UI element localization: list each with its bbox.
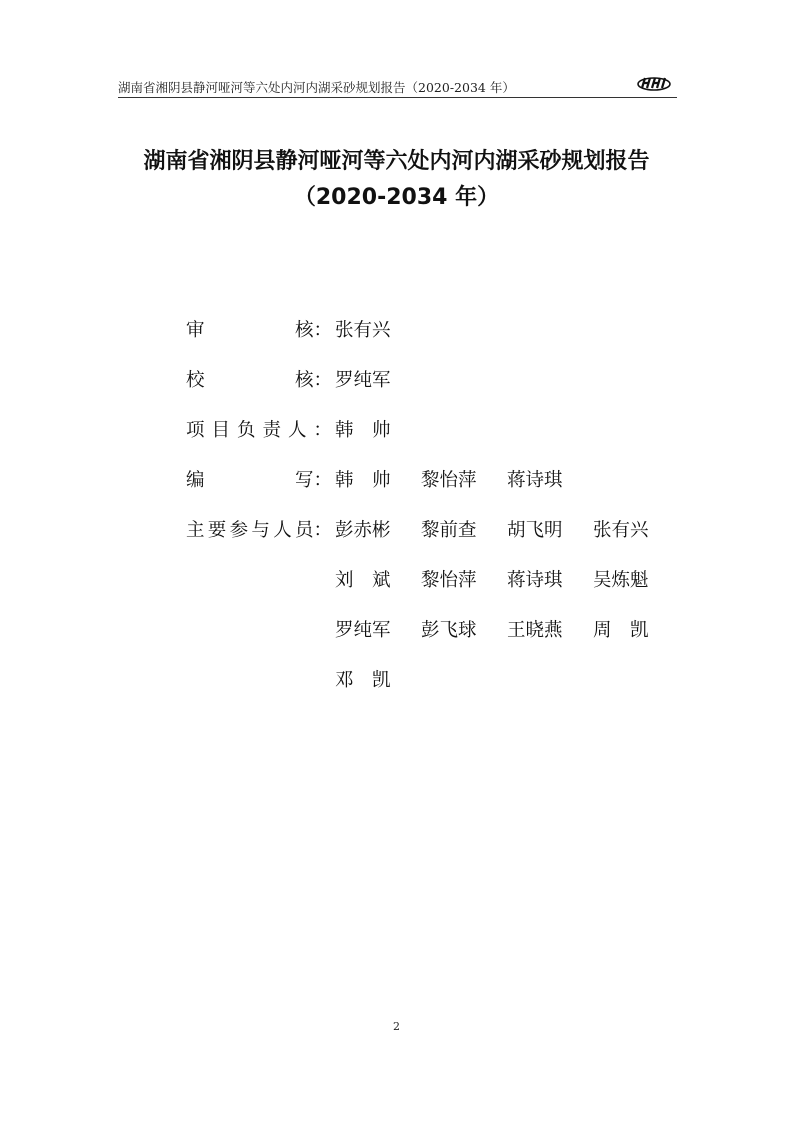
role-label-char: 主 xyxy=(186,520,205,541)
person-name: 王晓燕 xyxy=(507,620,563,641)
role-label-char: 项 xyxy=(186,420,205,441)
person-name: 蒋诗琪 xyxy=(507,570,563,591)
role-label-char: ： xyxy=(313,420,332,441)
page-number: 2 xyxy=(393,1020,400,1033)
person-name: 彭赤彬 xyxy=(335,520,391,541)
person-name: 张有兴 xyxy=(593,520,649,541)
person-name: 周 凯 xyxy=(593,620,649,641)
person-name: 张有兴 xyxy=(335,320,391,341)
role-label-char: 要 xyxy=(207,520,227,541)
person-name: 邓 凯 xyxy=(335,670,391,691)
role-label-char: 核： xyxy=(294,370,332,391)
role-label-char: 校 xyxy=(186,370,205,391)
document-title-years: （2020-2034 年） xyxy=(293,185,500,210)
person-name: 刘 斌 xyxy=(335,570,391,591)
role-label xyxy=(186,466,332,492)
role-label-char: 编 xyxy=(186,470,205,491)
role-label-char: 责 xyxy=(262,420,281,441)
person-name: 胡飞明 xyxy=(507,520,563,541)
person-name: 罗纯军 xyxy=(335,370,391,391)
person-name: 吴炼魁 xyxy=(593,570,649,591)
person-name: 蒋诗琪 xyxy=(507,470,563,491)
person-name: 黎怡萍 xyxy=(421,470,477,491)
role-label-char: 写： xyxy=(294,470,332,491)
company-logo-icon xyxy=(636,74,672,92)
person-name: 罗纯军 xyxy=(335,620,391,641)
role-label xyxy=(186,366,332,392)
role-label-char: 员： xyxy=(294,520,332,541)
role-label-char: 审 xyxy=(186,320,205,341)
role-label xyxy=(186,516,332,542)
role-label-char: 核： xyxy=(294,320,332,341)
document-title: 湖南省湘阴县静河哑河等六处内河内湖采砂规划报告 xyxy=(143,149,650,174)
page-header xyxy=(118,74,678,98)
role-label-char: 人 xyxy=(273,520,292,541)
role-label xyxy=(186,316,332,342)
role-label xyxy=(186,416,332,442)
header-divider xyxy=(118,97,677,98)
running-header-title: 湖南省湘阴县静河哑河等六处内河内湖采砂规划报告（2020-2034 年） xyxy=(118,80,515,95)
role-label-char: 人 xyxy=(287,420,307,441)
role-label-char: 与 xyxy=(251,520,270,541)
role-label-char: 参 xyxy=(229,520,249,541)
role-label-char: 目 xyxy=(211,420,230,441)
person-name: 韩 帅 xyxy=(335,470,391,491)
person-name: 彭飞球 xyxy=(421,620,477,641)
person-name: 韩 帅 xyxy=(335,420,391,441)
role-label-char: 负 xyxy=(236,420,256,441)
person-name: 黎怡萍 xyxy=(421,570,477,591)
person-name: 黎前查 xyxy=(421,520,477,541)
